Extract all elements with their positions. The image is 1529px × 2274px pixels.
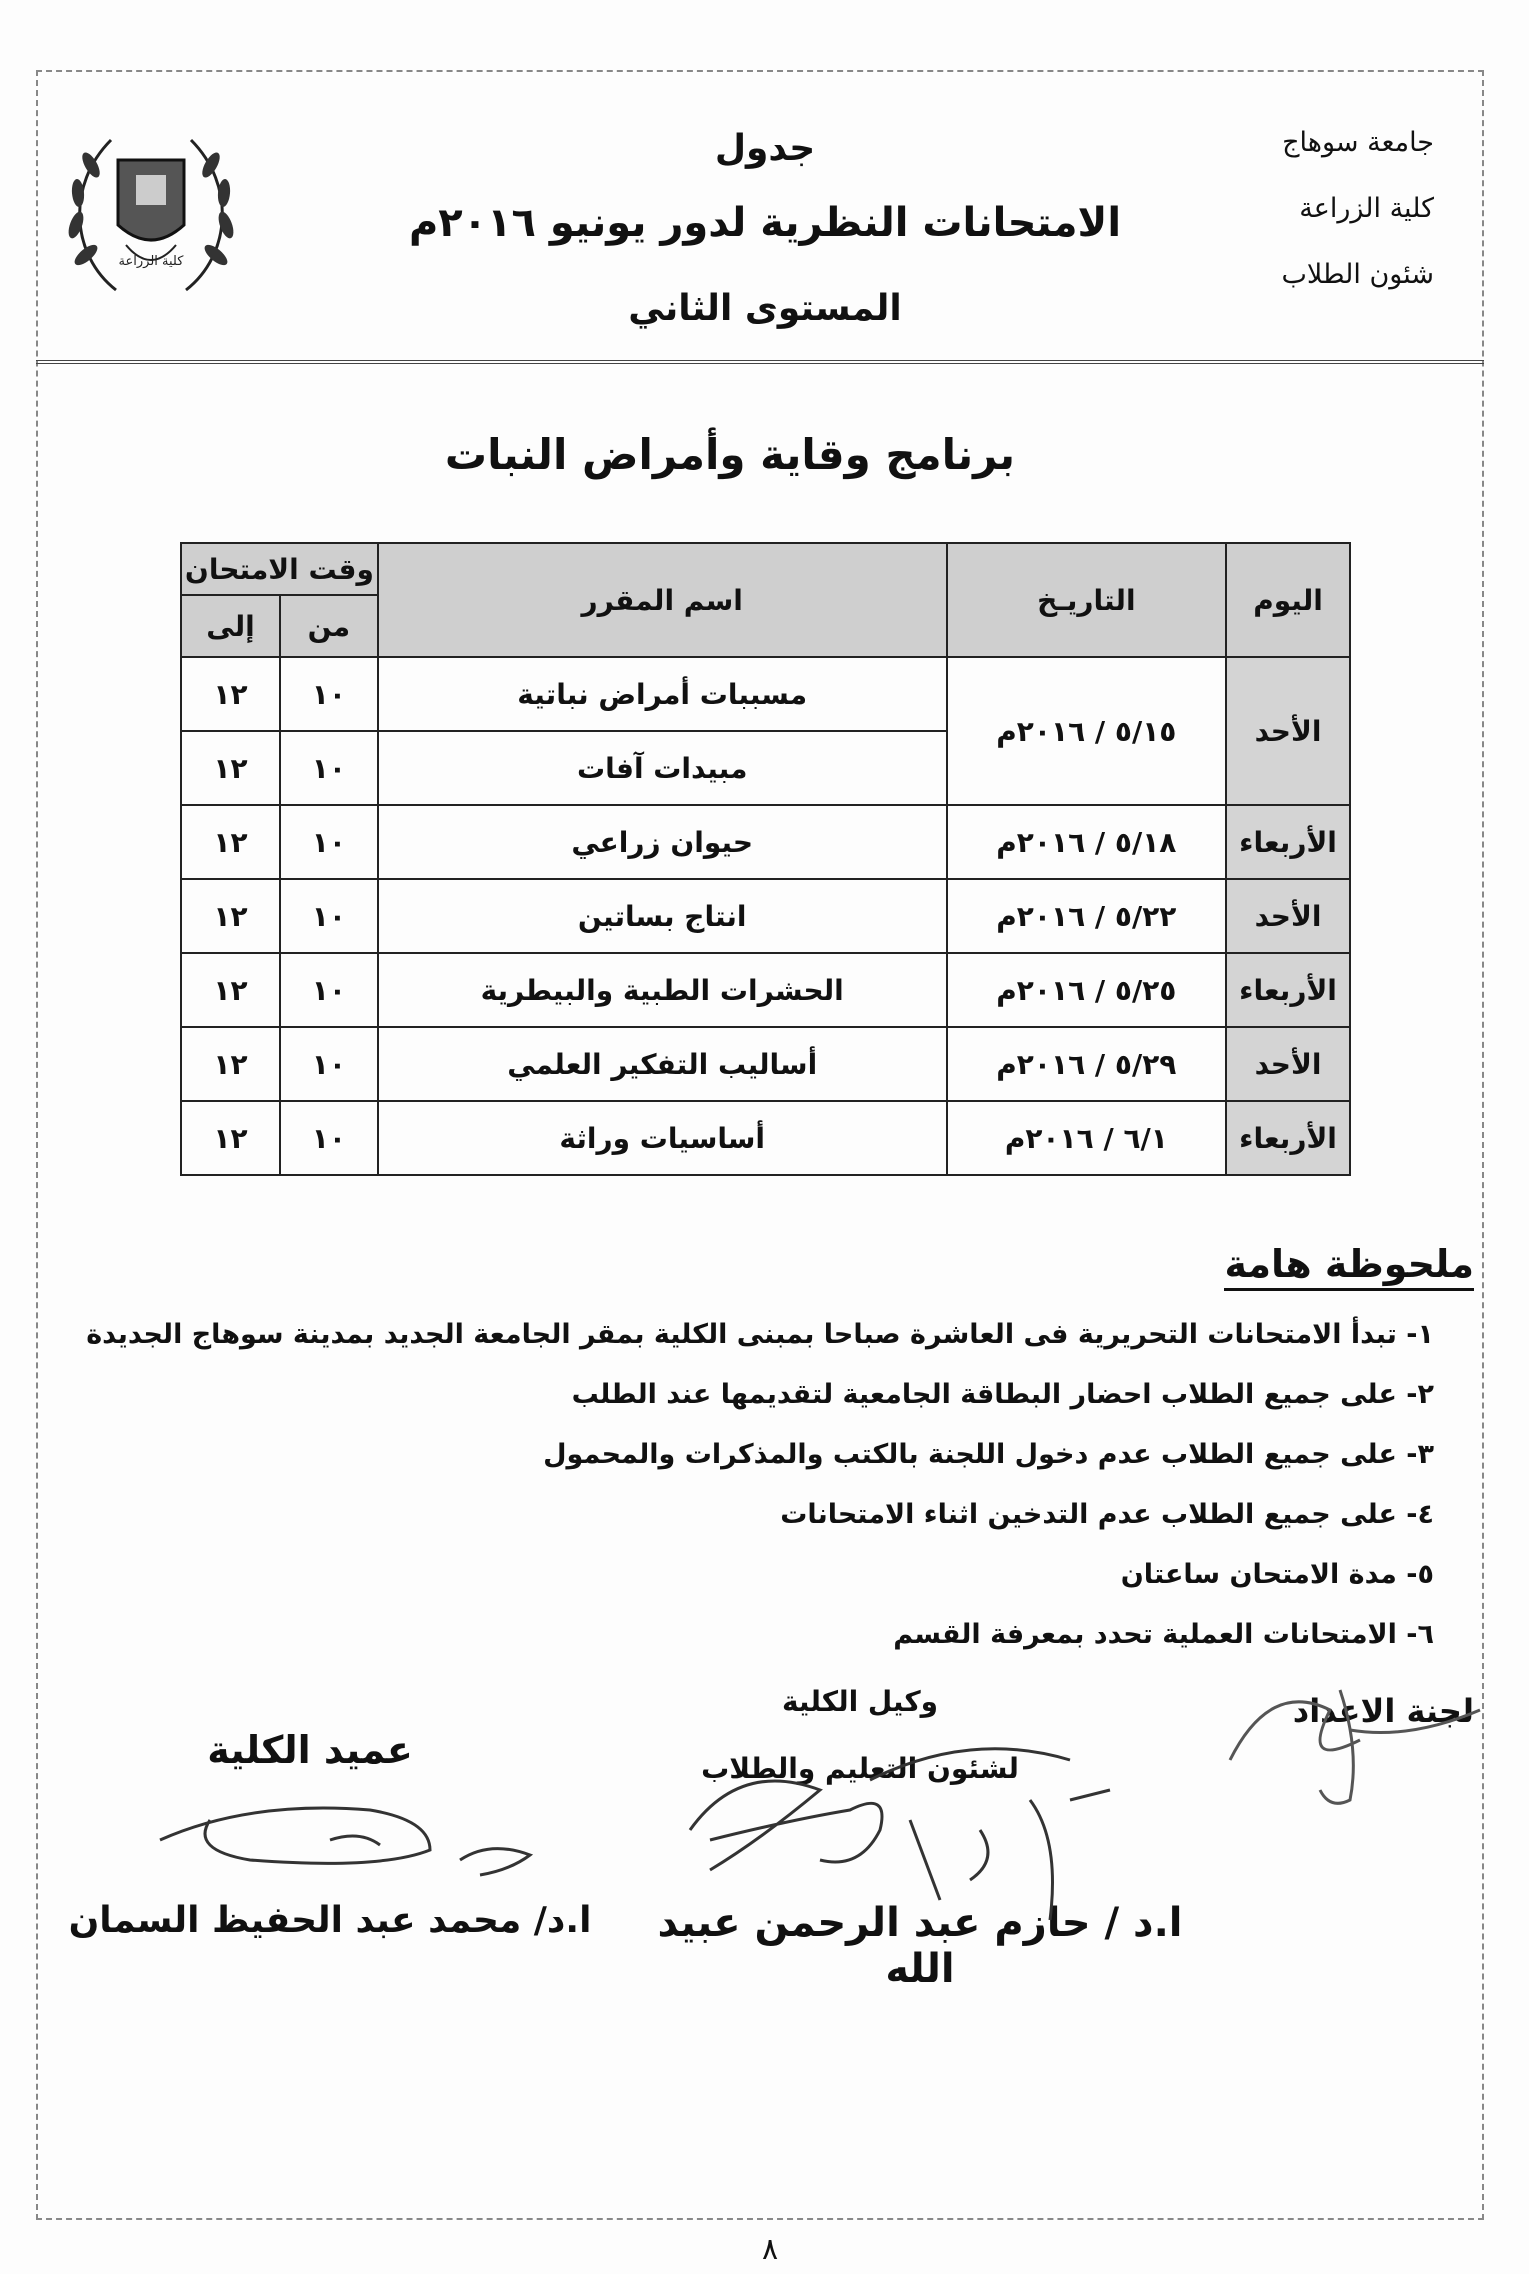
cell-to: ١٢ bbox=[181, 1101, 280, 1175]
table-row bbox=[181, 1027, 1350, 1101]
cell-from: ١٠ bbox=[280, 953, 378, 1027]
cell-to: ١٢ bbox=[181, 805, 280, 879]
notes-title: ملحوظة هامة bbox=[1224, 1242, 1474, 1291]
vice-dean-signature-icon bbox=[650, 1720, 1130, 1950]
cell-date: ٥/٢٩ / ٢٠١٦م bbox=[947, 1027, 1227, 1101]
header-date: التاريـخ bbox=[947, 543, 1227, 657]
list-item: ٥- مدة الامتحان ساعتان bbox=[1120, 1559, 1434, 1590]
cell-course: انتاج بساتين bbox=[378, 879, 947, 953]
cell-from: ١٠ bbox=[280, 1027, 378, 1101]
cell-course: حيوان زراعي bbox=[378, 805, 947, 879]
header-from: من bbox=[280, 595, 378, 657]
list-item: ٣- على جميع الطلاب عدم دخول اللجنة بالكتب والمذكرات والمحمول bbox=[543, 1439, 1434, 1470]
cell-day: الأربعاء bbox=[1226, 953, 1350, 1027]
vice-dean-subtitle: لشئون التعليم والطلاب bbox=[701, 1752, 1019, 1785]
cell-day: الأحد bbox=[1226, 657, 1350, 805]
list-item: ٦- الامتحانات العملية تحدد بمعرفة القسم bbox=[893, 1619, 1434, 1650]
department-name: شئون الطلاب bbox=[1281, 259, 1434, 290]
cell-to: ١٢ bbox=[181, 731, 280, 805]
title-line-1: جدول bbox=[714, 128, 816, 169]
cell-day: الأربعاء bbox=[1226, 1101, 1350, 1175]
cell-date: ٥/١٥ / ٢٠١٦م bbox=[947, 657, 1227, 805]
faculty-emblem-icon bbox=[56, 115, 246, 305]
header-course: اسم المقرر bbox=[378, 543, 947, 657]
dean-signature-icon bbox=[130, 1780, 550, 1900]
header-day: اليوم bbox=[1226, 543, 1350, 657]
dean-name: ا.د/ محمد عبد الحفيظ السمان bbox=[68, 1900, 592, 1941]
title-line-3: المستوى الثاني bbox=[628, 288, 902, 329]
cell-course: أساليب التفكير العلمي bbox=[378, 1027, 947, 1101]
cell-from: ١٠ bbox=[280, 879, 378, 953]
committee-signature-icon bbox=[1210, 1670, 1490, 1820]
cell-from: ١٠ bbox=[280, 1101, 378, 1175]
list-item: ٢- على جميع الطلاب احضار البطاقة الجامعية لتقديمها عند الطلب bbox=[571, 1379, 1434, 1410]
page-number: ٨ bbox=[761, 2232, 779, 2267]
table-row bbox=[181, 805, 1350, 879]
cell-date: ٦/١ / ٢٠١٦م bbox=[947, 1101, 1227, 1175]
exam-schedule-table bbox=[180, 542, 1351, 1176]
committee-label: لجنة الاعداد bbox=[1292, 1692, 1474, 1730]
cell-day: الأحد bbox=[1226, 879, 1350, 953]
cell-date: ٥/٢٢ / ٢٠١٦م bbox=[947, 879, 1227, 953]
table-row bbox=[181, 657, 1350, 731]
cell-course: مسببات أمراض نباتية bbox=[378, 657, 947, 731]
header-divider bbox=[36, 360, 1484, 364]
header-to: إلى bbox=[181, 595, 280, 657]
cell-from: ١٠ bbox=[280, 731, 378, 805]
cell-course: الحشرات الطبية والبيطرية bbox=[378, 953, 947, 1027]
faculty-name: كلية الزراعة bbox=[1299, 193, 1434, 224]
cell-date: ٥/١٨ / ٢٠١٦م bbox=[947, 805, 1227, 879]
cell-day: الأربعاء bbox=[1226, 805, 1350, 879]
table-row bbox=[181, 879, 1350, 953]
list-item: ١- تبدأ الامتحانات التحريرية فى العاشرة صباحا بمبنى الكلية بمقر الجامعة الجديد بمدينة سوهاج الجديدة bbox=[86, 1319, 1434, 1350]
cell-date: ٥/٢٥ / ٢٠١٦م bbox=[947, 953, 1227, 1027]
university-name: جامعة سوهاج bbox=[1282, 127, 1434, 158]
list-item: ٤- على جميع الطلاب عدم التدخين اثناء الامتحانات bbox=[780, 1499, 1434, 1530]
program-title: برنامج وقاية وأمراض النبات bbox=[444, 430, 1016, 479]
table-row bbox=[181, 953, 1350, 1027]
table-row bbox=[181, 1101, 1350, 1175]
cell-to: ١٢ bbox=[181, 657, 280, 731]
cell-to: ١٢ bbox=[181, 879, 280, 953]
dean-title: عميد الكلية bbox=[207, 1728, 413, 1772]
header-exam-time: وقت الامتحان bbox=[181, 543, 378, 595]
cell-to: ١٢ bbox=[181, 1027, 280, 1101]
svg-text:كلية الزراعة: كلية الزراعة bbox=[118, 254, 184, 269]
cell-to: ١٢ bbox=[181, 953, 280, 1027]
title-line-2: الامتحانات النظرية لدور يونيو ٢٠١٦م bbox=[408, 200, 1122, 246]
vice-dean-title: وكيل الكلية bbox=[781, 1685, 939, 1718]
cell-day: الأحد bbox=[1226, 1027, 1350, 1101]
cell-course: مبيدات آفات bbox=[378, 731, 947, 805]
notes-list bbox=[74, 1305, 1434, 1665]
cell-from: ١٠ bbox=[280, 805, 378, 879]
vice-dean-name: ا.د / حازم عبد الرحمن عبيد الله bbox=[657, 1900, 1183, 1992]
cell-from: ١٠ bbox=[280, 657, 378, 731]
institution-block bbox=[1174, 110, 1434, 308]
cell-course: أساسيات وراثة bbox=[378, 1101, 947, 1175]
